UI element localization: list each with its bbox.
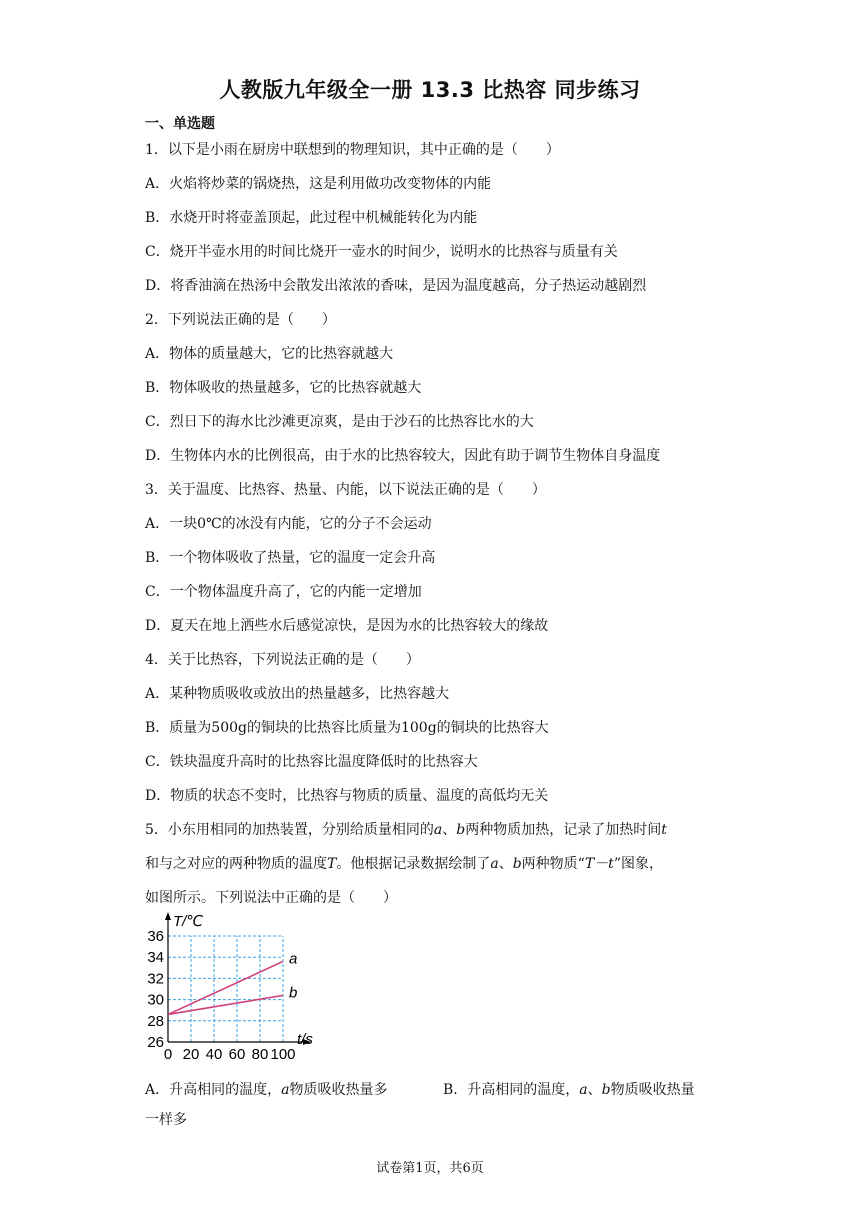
y-tick-label: 28 [147, 1012, 164, 1030]
question-1-option-a: A．火焰将炒菜的锅烧热，这是利用做功改变物体的内能 [145, 176, 492, 192]
series-label-a: a [289, 950, 298, 968]
x-tick-label: 100 [270, 1046, 296, 1063]
question-3-stem: 3．关于温度、比热容、热量、内能，以下说法正确的是（ ） [145, 482, 546, 498]
question-4-stem: 4．关于比热容，下列说法正确的是（ ） [145, 652, 420, 668]
question-5-line-2: 和与之对应的两种物质的温度T。他根据记录数据绘制了a、b两种物质“T－t”图象， [145, 856, 663, 872]
question-3-option-a: A．一块0℃的冰没有内能，它的分子不会运动 [145, 516, 432, 532]
x-tick-label: 40 [205, 1046, 223, 1063]
page-footer: 试卷第1页，共6页 [376, 1161, 484, 1176]
question-5-option-b: B．升高相同的温度，a、b物质吸收热量 [443, 1082, 695, 1098]
question-5-line-1: 5．小东用相同的加热装置，分别给质量相同的a、b两种物质加热，记录了加热时间t [145, 822, 667, 838]
question-2-option-b: B．物体吸收的热量越多，它的比热容就越大 [145, 380, 422, 396]
question-3-option-c: C．一个物体温度升高了，它的内能一定增加 [145, 584, 422, 600]
y-tick-label: 30 [147, 991, 164, 1009]
x-tick-label: 20 [182, 1046, 200, 1063]
y-axis-arrow [165, 912, 171, 920]
series-line-a [168, 961, 283, 1014]
question-2-option-c: C．烈日下的海水比沙滩更凉爽，是由于沙石的比热容比水的大 [145, 414, 534, 430]
question-1-option-b: B．水烧开时将壶盖顶起，此过程中机械能转化为内能 [145, 210, 478, 226]
series-line-b [168, 995, 283, 1014]
y-tick-label: 34 [147, 949, 164, 967]
question-3-option-b: B．一个物体吸收了热量，它的温度一定会升高 [145, 550, 436, 566]
y-tick-label: 32 [147, 970, 164, 988]
y-tick-label: 26 [147, 1034, 164, 1051]
question-4-option-c: C．铁块温度升高时的比热容比温度降低时的比热容大 [145, 754, 478, 770]
question-4-option-d: D．物质的状态不变时，比热容与物质的质量、温度的高低均无关 [145, 788, 549, 804]
question-5-line-3: 如图所示。下列说法中正确的是（ ） [145, 890, 397, 906]
question-5-option-b-continued: 一样多 [145, 1112, 187, 1128]
question-1-stem: 1．以下是小雨在厨房中联想到的物理知识，其中正确的是（ ） [145, 142, 560, 158]
temperature-time-chart [140, 910, 340, 1065]
x-axis-label: t/s [297, 1031, 313, 1048]
question-2-stem: 2．下列说法正确的是（ ） [145, 312, 336, 328]
y-axis-label: T/℃ [173, 913, 204, 930]
x-tick-label: 0 [163, 1046, 173, 1063]
question-3-option-d: D．夏天在地上洒些水后感觉凉快，是因为水的比热容较大的缘故 [145, 618, 549, 634]
x-tick-label: 80 [251, 1046, 269, 1063]
question-5-option-a: A．升高相同的温度，a物质吸收热量多 [145, 1082, 388, 1098]
question-2-option-d: D．生物体内水的比例很高，由于水的比热容较大，因此有助于调节生物体自身温度 [145, 448, 661, 464]
y-tick-label: 36 [147, 928, 164, 945]
question-4-option-b: B．质量为500g的铜块的比热容比质量为100g的铜块的比热容大 [145, 720, 549, 736]
question-1-option-d: D．将香油滴在热汤中会散发出浓浓的香味，是因为温度越高，分子热运动越剧烈 [145, 278, 647, 294]
question-2-option-a: A．物体的质量越大，它的比热容就越大 [145, 346, 394, 362]
x-tick-label: 60 [228, 1046, 246, 1063]
series-label-b: b [289, 984, 298, 1002]
question-1-option-c: C．烧开半壶水用的时间比烧开一壶水的时间少，说明水的比热容与质量有关 [145, 244, 618, 260]
page-title: 人教版九年级全一册 13.3 比热容 同步练习 [219, 78, 641, 102]
section-heading: 一、单选题 [145, 116, 215, 132]
question-4-option-a: A．某种物质吸收或放出的热量越多，比热容越大 [145, 686, 450, 702]
